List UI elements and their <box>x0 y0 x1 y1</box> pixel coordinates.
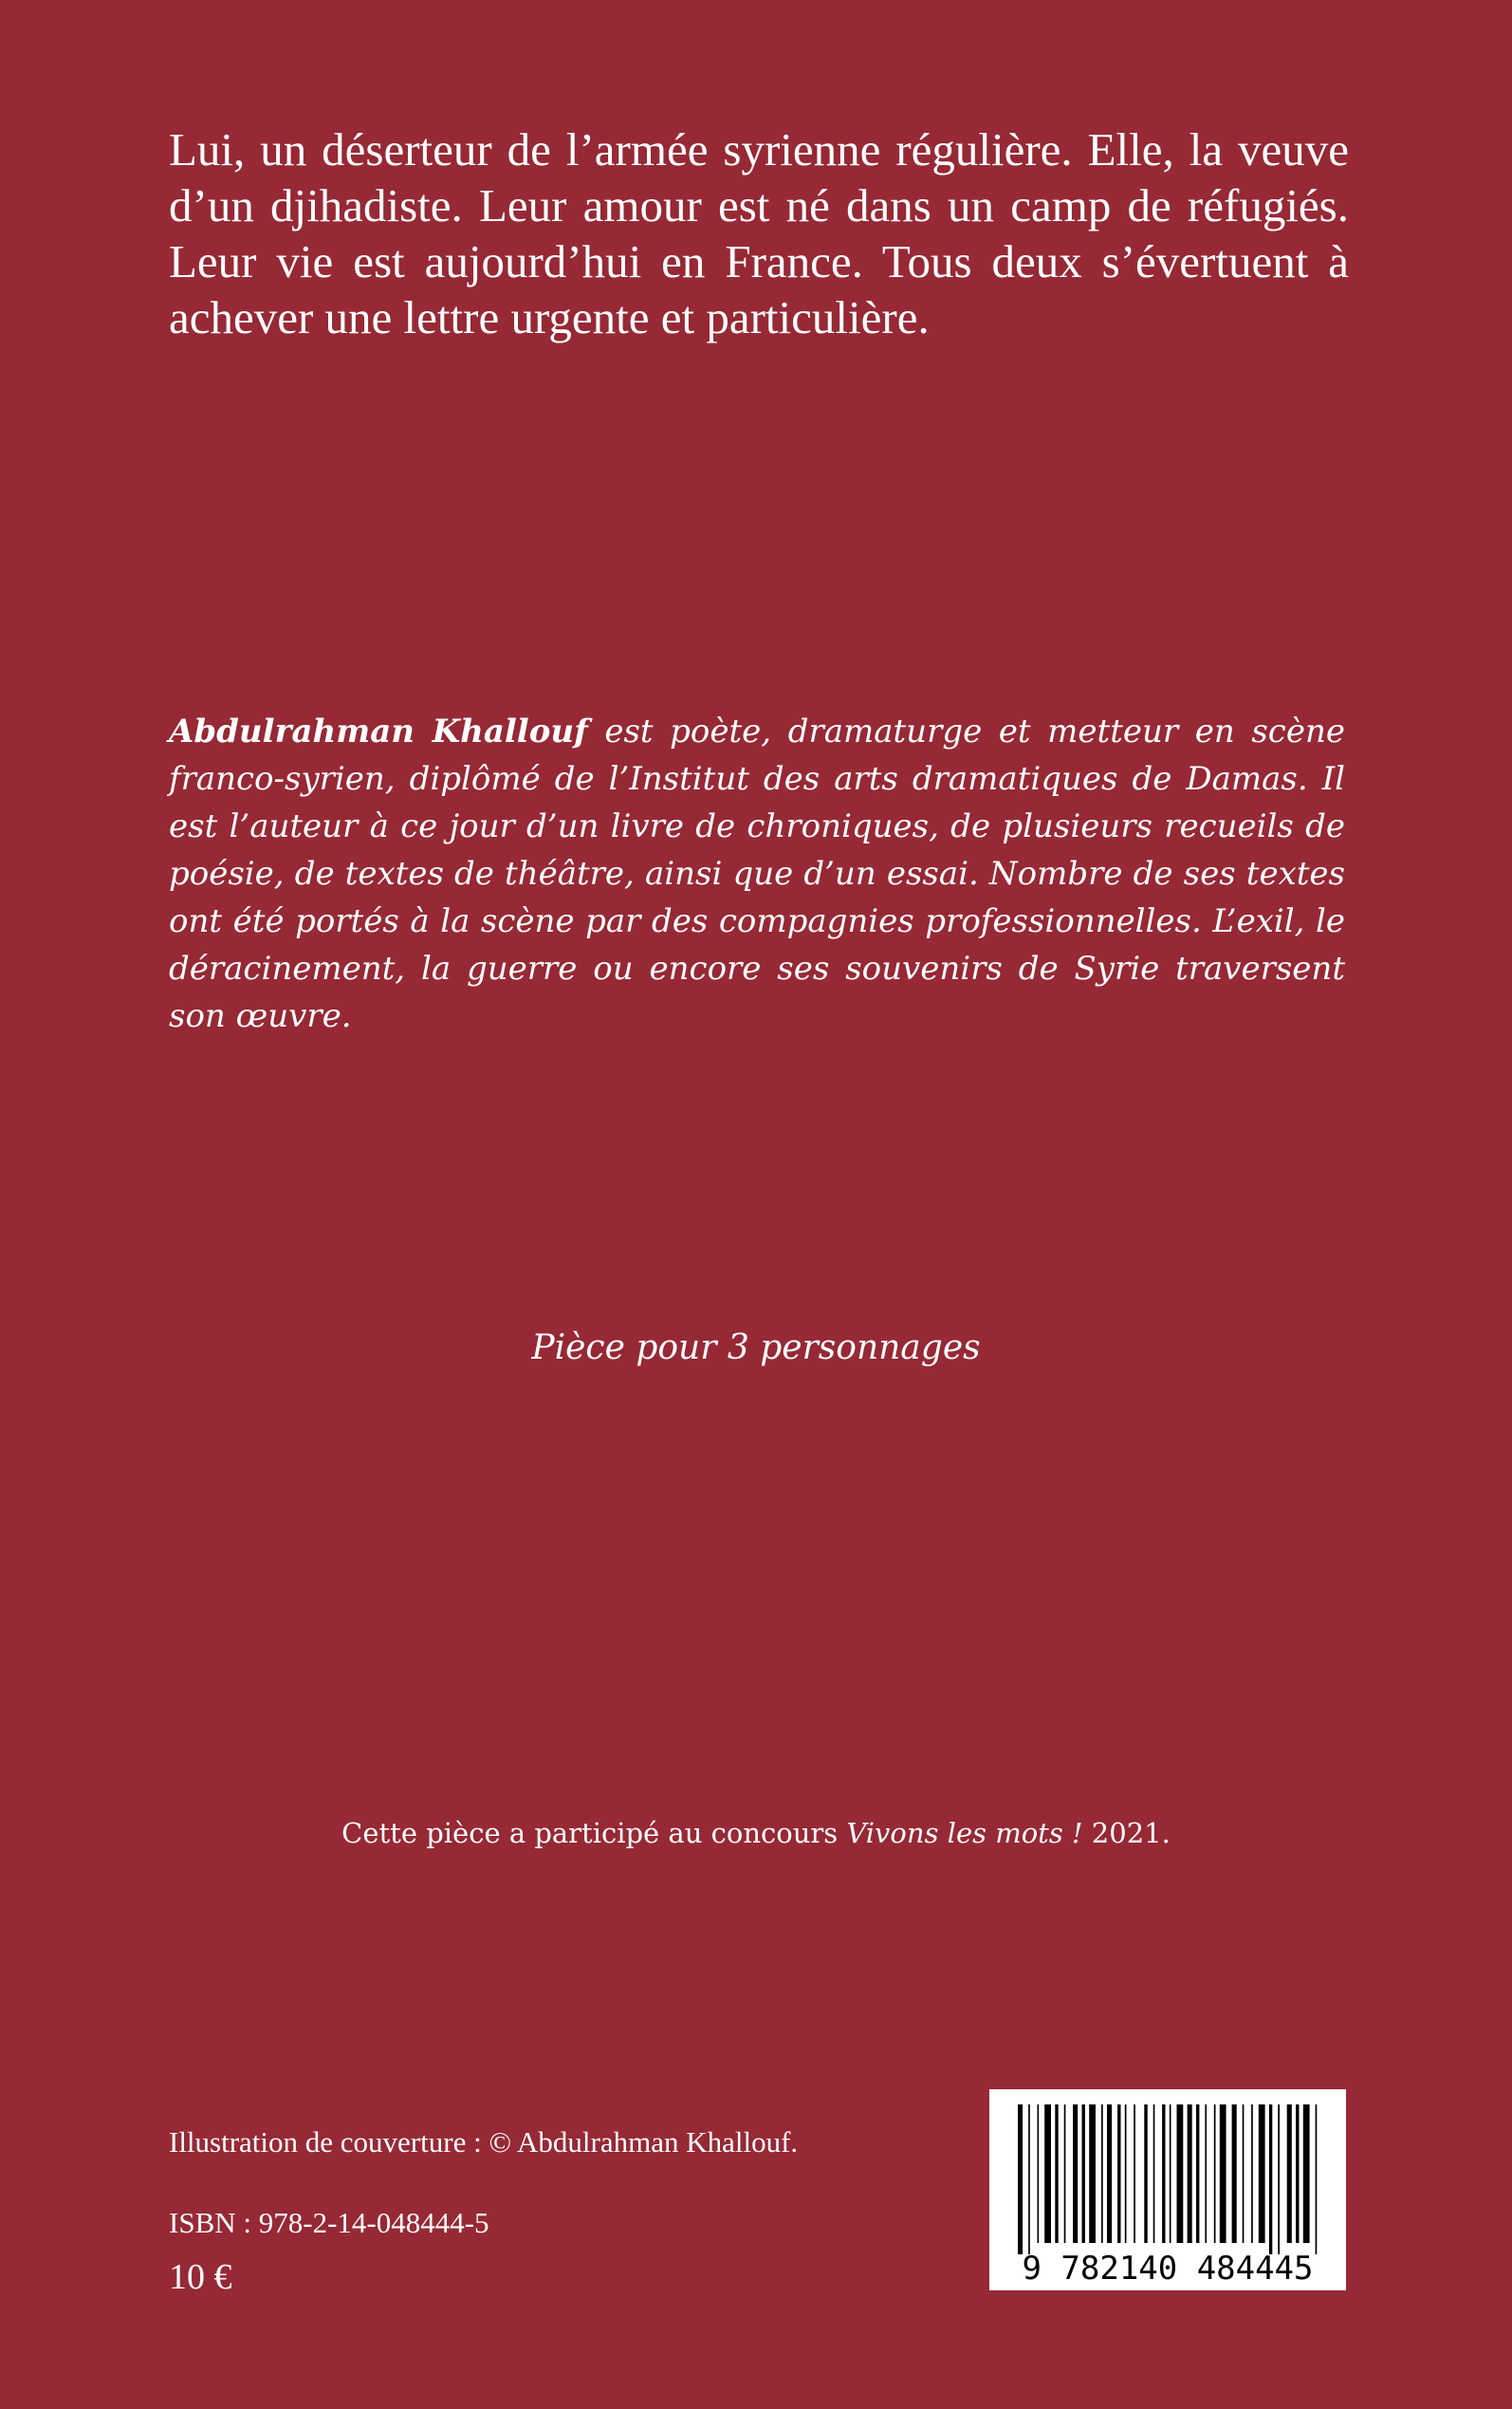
back-cover-blurb: Lui, un déserteur de l’armée syrienne régulière. Elle, la veuve d’un djihadiste. Leur amour est né dans un camp de réfugiés. Leur vie est aujourd’hui en France. Tous deux s’évertuent à achever une lettre urgente et particulière. <box>169 123 1349 343</box>
price: 10 € <box>169 2257 232 2297</box>
isbn: ISBN : 978-2-14-048444-5 <box>169 2206 489 2239</box>
author-bio-text: est poète, dramaturge et metteur en scène franco-syrien, diplômé de l’Institut des arts dramatiques de Damas. Il est l’auteur à ce jour d’un livre de chroniques, de plusieurs recueils de poésie, de textes de théâtre, ainsi que d’un essai. Nombre de ses textes ont été portés à la scène par des compagnies professionnelles. L’exil, le déracinement, la guerre ou encore ses souvenirs de Syrie traversent son œuvre. <box>169 713 1345 1035</box>
barcode-bar <box>1170 2104 1171 2243</box>
barcode-bar <box>1220 2104 1226 2243</box>
barcode <box>989 2089 1346 2290</box>
barcode-digits: 9 782140 484445 <box>1022 2250 1314 2288</box>
barcode-bar <box>1205 2104 1207 2243</box>
barcode-bar <box>1269 2104 1272 2254</box>
contest-prefix: Cette pièce a participé au concours <box>341 1817 847 1849</box>
barcode-bar <box>1232 2104 1237 2243</box>
barcode-bar <box>1162 2104 1165 2243</box>
barcode-bar <box>1089 2104 1096 2243</box>
barcode-bar <box>1134 2104 1135 2243</box>
characters-note: Pièce pour 3 personnages <box>531 1328 981 1367</box>
barcode-bar <box>1278 2104 1280 2254</box>
barcode-bar <box>1038 2104 1040 2243</box>
contest-note <box>0 1817 1512 1849</box>
barcode-bar <box>1243 2104 1245 2243</box>
barcode-bar <box>1055 2104 1058 2243</box>
barcode-bar <box>1316 2104 1318 2254</box>
barcode-bar <box>1259 2104 1265 2243</box>
author-name: Abdulrahman Khallouf <box>169 713 588 750</box>
barcode-bar <box>1177 2104 1184 2243</box>
cover-illustration-credit: Illustration de couverture : © Abdulrahman Khallouf. <box>169 2125 799 2159</box>
barcode-bar <box>1018 2104 1023 2254</box>
barcode-bar <box>1028 2104 1030 2254</box>
barcode-bar <box>1107 2104 1112 2243</box>
barcode-bar <box>1101 2104 1103 2243</box>
barcode-bar <box>1214 2104 1216 2243</box>
author-bio <box>169 708 1345 1040</box>
barcode-bar <box>1082 2104 1085 2243</box>
contest-suffix: 2021. <box>1082 1817 1171 1849</box>
barcode-bar <box>1188 2104 1192 2243</box>
contest-name: Vivons les mots ! <box>846 1817 1083 1849</box>
barcode-bar <box>1125 2104 1127 2243</box>
barcode-bar <box>1296 2104 1299 2243</box>
barcode-bar <box>1251 2104 1253 2243</box>
barcode-bar <box>1064 2104 1066 2243</box>
barcode-bar <box>1144 2104 1147 2243</box>
barcode-bar <box>1303 2104 1310 2243</box>
barcode-bar <box>1044 2104 1051 2243</box>
barcode-bar <box>1153 2104 1155 2243</box>
barcode-bar <box>1287 2104 1292 2243</box>
barcode-bar <box>1117 2104 1120 2243</box>
barcode-bar <box>1196 2104 1199 2243</box>
barcode-graphic <box>989 2089 1346 2290</box>
barcode-bar <box>1073 2104 1078 2243</box>
